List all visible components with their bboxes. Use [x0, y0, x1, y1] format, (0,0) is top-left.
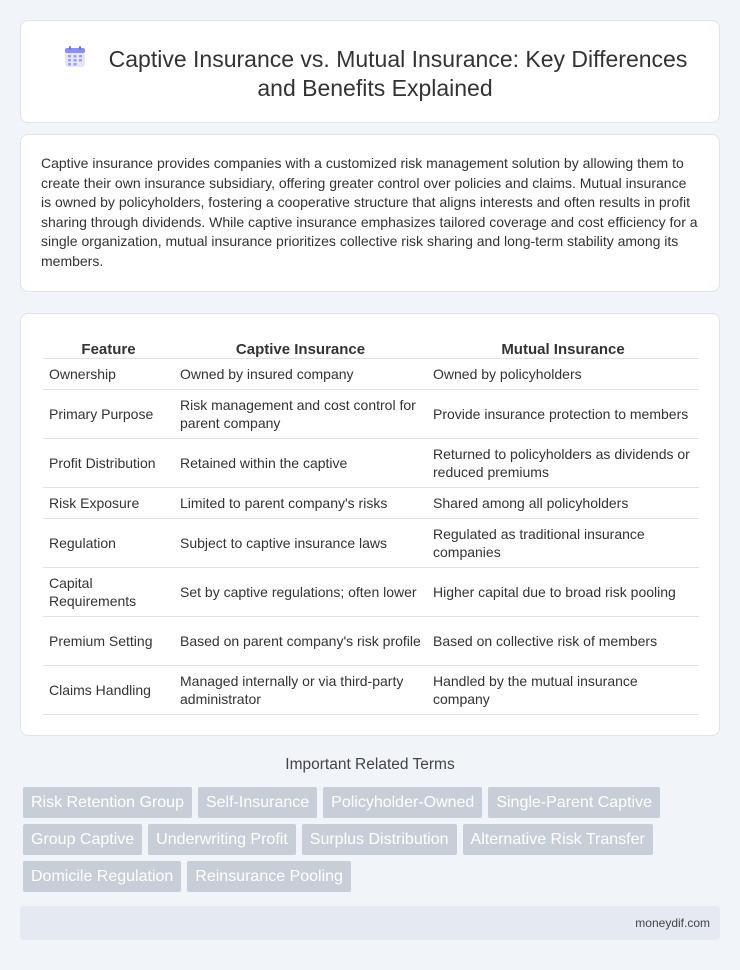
intro-card: [20, 134, 720, 292]
table-row: [43, 518, 699, 567]
table-cell: Set by captive regulations; often lower: [174, 567, 427, 616]
table-cell: Higher capital due to broad risk pooling: [427, 567, 699, 616]
table-cell: Returned to policyholders as dividends or reduced premiums: [427, 438, 699, 487]
table-cell: Regulation: [43, 518, 174, 567]
table-cell: Primary Purpose: [43, 389, 174, 438]
header-feature: Feature: [43, 334, 174, 358]
table-cell: Managed internally or via third-party administrator: [174, 665, 427, 714]
table-cell: Premium Setting: [43, 616, 174, 665]
intro-paragraph: Captive insurance provides companies with a customized risk management solution by allowing them to create their own insurance subsidiary, offering greater control over policies and claims. Mutual insurance is owned by policyholders, fostering a cooperative structure that aligns interests and often results in profit sharing through dividends. While captive insurance emphasizes tailored coverage and cost efficiency for a single organization, mutual insurance prioritizes collective risk sharing and long-term stability among its members.: [41, 155, 698, 269]
tag-policyholder-owned[interactable]: Policyholder-Owned: [323, 787, 482, 818]
page-title: [51, 45, 699, 103]
footer: [20, 906, 720, 940]
table-cell: Provide insurance protection to members: [427, 389, 699, 438]
table-cell: Risk management and cost control for parent company: [174, 389, 427, 438]
tag-underwriting-profit[interactable]: Underwriting Profit: [148, 824, 296, 855]
table-cell: Owned by policyholders: [427, 358, 699, 389]
table-row: [43, 358, 699, 389]
table-cell: Shared among all policyholders: [427, 487, 699, 518]
table-cell: Capital Requirements: [43, 567, 174, 616]
table-row: [43, 567, 699, 616]
calendar-icon: [63, 45, 87, 69]
table-row: [43, 438, 699, 487]
table-cell: Handled by the mutual insurance company: [427, 665, 699, 714]
table-row: [43, 389, 699, 438]
table-cell: Owned by insured company: [174, 358, 427, 389]
tag-self-insurance[interactable]: Self-Insurance: [198, 787, 317, 818]
title-card: [20, 20, 720, 123]
table-header-row: [43, 334, 699, 358]
tag-group-captive[interactable]: Group Captive: [23, 824, 142, 855]
table-cell: Profit Distribution: [43, 438, 174, 487]
footer-site[interactable]: moneydif.com: [635, 916, 710, 930]
table-cell: Based on collective risk of members: [427, 616, 699, 665]
table-row: [43, 616, 699, 665]
header-captive: Captive Insurance: [174, 334, 427, 358]
table-cell: Retained within the captive: [174, 438, 427, 487]
table-row: [43, 665, 699, 714]
table-cell: Risk Exposure: [43, 487, 174, 518]
tag-surplus-distribution[interactable]: Surplus Distribution: [302, 824, 457, 855]
comparison-table-card: [20, 313, 720, 736]
table-cell: Limited to parent company's risks: [174, 487, 427, 518]
title-line-1: Captive Insurance vs. Mutual Insurance: Key Differences: [108, 46, 688, 72]
table-cell: Ownership: [43, 358, 174, 389]
related-terms-title: Important Related Terms: [285, 756, 455, 773]
table-cell: Based on parent company's risk profile: [174, 616, 427, 665]
table-cell: Subject to captive insurance laws: [174, 518, 427, 567]
tag-single-parent-captive[interactable]: Single-Parent Captive: [488, 787, 660, 818]
table-row: [43, 487, 699, 518]
header-mutual: Mutual Insurance: [427, 334, 699, 358]
tag-domicile-regulation[interactable]: Domicile Regulation: [23, 861, 181, 892]
table-cell: Regulated as traditional insurance companies: [427, 518, 699, 567]
tag-reinsurance-pooling[interactable]: Reinsurance Pooling: [187, 861, 351, 892]
tag-risk-retention-group[interactable]: Risk Retention Group: [23, 787, 192, 818]
related-terms-tags: [23, 787, 723, 898]
title-line-2: and Benefits Explained: [257, 75, 493, 101]
table-cell: Claims Handling: [43, 665, 174, 714]
comparison-table: [43, 334, 699, 715]
tag-alternative-risk-transfer[interactable]: Alternative Risk Transfer: [463, 824, 653, 855]
